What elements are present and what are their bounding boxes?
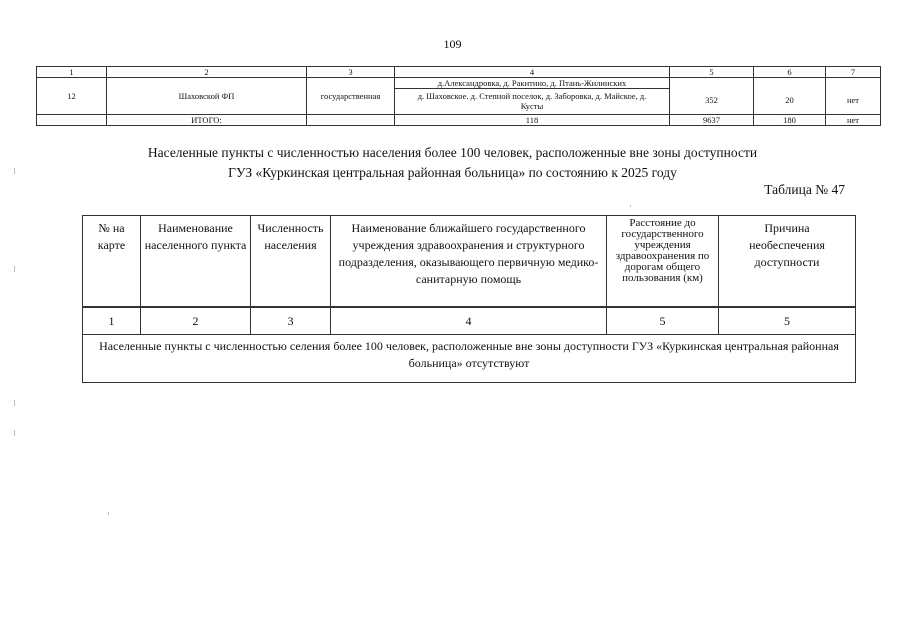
header-population: Численность населения bbox=[251, 216, 331, 307]
continued-villages: д.Александровка, д. Ракитино, д. Птань-Жилинских bbox=[395, 78, 669, 89]
top-col-2: 2 bbox=[107, 67, 307, 78]
main-table-body bbox=[82, 307, 856, 383]
table-label: Таблица № 47 bbox=[764, 182, 845, 197]
table-row bbox=[83, 335, 856, 383]
total-col7: нет bbox=[826, 115, 881, 126]
number-cell-6: 5 bbox=[719, 308, 856, 335]
population-cell: 352 bbox=[670, 78, 754, 115]
total-empty-cell bbox=[37, 115, 107, 126]
number-cell-2: 2 bbox=[141, 308, 251, 335]
reason-cell: нет bbox=[826, 78, 881, 115]
header-distance: Расстояние до государственного учреждения здравоохранения по дорогам общего пользования (км) bbox=[607, 216, 719, 307]
total-empty-cell-2 bbox=[307, 115, 395, 126]
number-cell-4: 4 bbox=[331, 308, 607, 335]
total-col4: 118 bbox=[395, 115, 670, 126]
header-nearest-facility: Наименование ближайшего государственного учреждения здравоохранения и структурного подразделения, оказывающего первичную медико-санитарную помощь bbox=[331, 216, 607, 307]
top-col-3: 3 bbox=[307, 67, 395, 78]
section-heading-line1: Населенные пункты с численностью населения более 100 человек, расположенные вне зоны доступности bbox=[147, 145, 758, 160]
top-col-6: 6 bbox=[754, 67, 826, 78]
top-col-4: 4 bbox=[395, 67, 670, 78]
scan-mark bbox=[14, 400, 15, 406]
facility-type: государственная bbox=[307, 78, 395, 115]
scan-mark bbox=[14, 430, 15, 436]
header-settlement-name: Наименование населенного пункта bbox=[141, 216, 251, 307]
scan-mark bbox=[14, 168, 15, 174]
number-cell-3: 3 bbox=[251, 308, 331, 335]
scan-mark bbox=[108, 512, 109, 515]
top-col-1: 1 bbox=[37, 67, 107, 78]
header-map-number: № на карте bbox=[83, 216, 141, 307]
top-col-5: 5 bbox=[670, 67, 754, 78]
scan-mark bbox=[14, 266, 15, 272]
total-row bbox=[37, 115, 881, 126]
top-col-7: 7 bbox=[826, 67, 881, 78]
table-row bbox=[83, 308, 856, 335]
total-label: ИТОГО: bbox=[107, 115, 307, 126]
row-number: 12 bbox=[37, 78, 107, 115]
main-table-header bbox=[82, 215, 856, 307]
section-heading-line2: ГУЗ «Куркинская центральная районная больница» по состоянию к 2025 году bbox=[228, 165, 677, 180]
scan-mark bbox=[630, 205, 631, 207]
number-cell-5: 5 bbox=[607, 308, 719, 335]
top-table bbox=[36, 66, 881, 126]
villages-list: д. Шаховское. д. Степной поселок, д. Заборовка, д. Майское, д. Кусты bbox=[417, 91, 647, 111]
total-col6: 180 bbox=[754, 115, 826, 126]
page-number: 109 bbox=[443, 37, 462, 51]
villages-cell bbox=[395, 78, 670, 115]
distance-cell: 20 bbox=[754, 78, 826, 115]
facility-name: Шаховской ФП bbox=[107, 78, 307, 115]
no-settlements-message: Населенные пункты с численностью селения более 100 человек, расположенные вне зоны доступности ГУЗ «Куркинская центральная районная больница» отсутствуют bbox=[83, 335, 856, 383]
number-cell-1: 1 bbox=[83, 308, 141, 335]
table-row bbox=[37, 78, 881, 115]
total-col5: 9637 bbox=[670, 115, 754, 126]
header-reason: Причина необеспечения доступности bbox=[719, 216, 856, 307]
